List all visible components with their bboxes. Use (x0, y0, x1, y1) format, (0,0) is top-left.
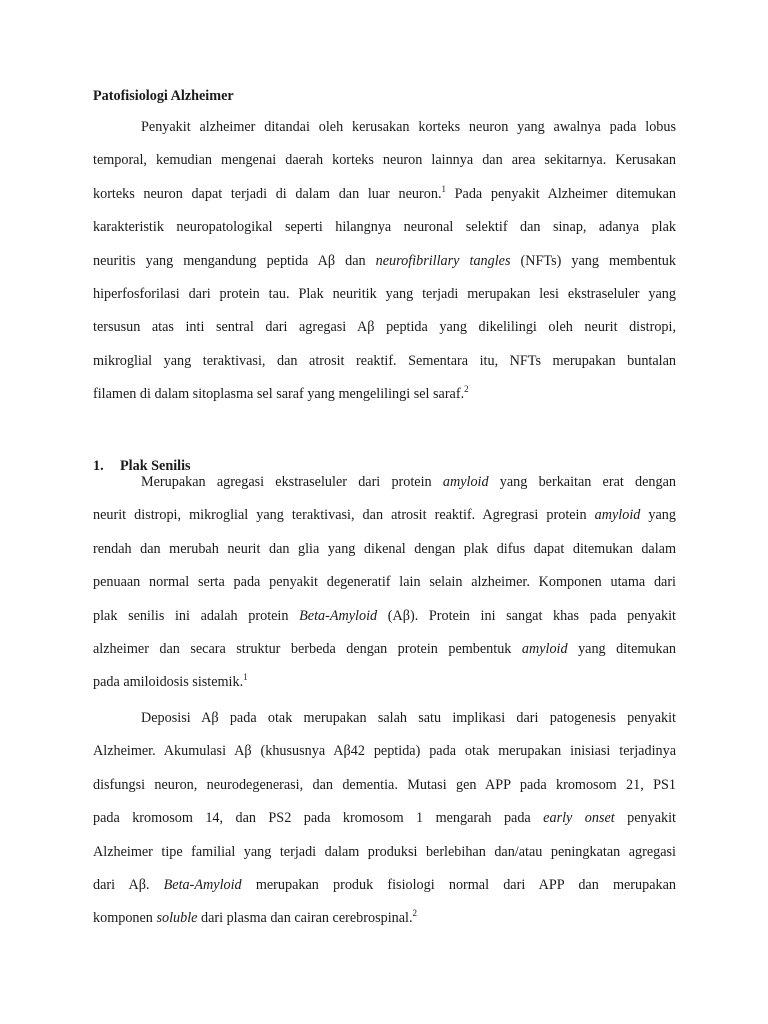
footnote-ref: 2 (464, 384, 469, 395)
paragraph-3-line-6: dari Aβ. Beta-Amyloid merupakan produk fisiologi normal dari APP dan merupakan (93, 876, 677, 893)
paragraph-1 (93, 117, 676, 404)
paragraph-3-line-7: komponen soluble dari plasma dan cairan cerebrospinal.$^2$ (93, 908, 418, 927)
paragraph-1-line-4: karakteristik neuropatologikal seperti hilangnya neuronal selektif dan sinap, adanya plak (93, 219, 676, 236)
paragraph-3-line-4: pada kromosom 14, dan PS2 pada kromosom 1 mengarah pada early onset penyakit (93, 810, 676, 827)
paragraph-1-line-1: Penyakit alzheimer ditandai oleh kerusakan korteks neuron yang awalnya pada lobus (141, 119, 676, 135)
paragraph-1-line-9: filamen di dalam sitoplasma sel saraf yang mengelilingi sel saraf.$^2$ (93, 384, 469, 403)
section-number: 1. (93, 458, 104, 474)
footnote-ref: 1 (243, 672, 248, 683)
paragraph-1-line-2: temporal, kemudian mengenai daerah korteks neuron lainnya dan area sekitarnya. Kerusakan (93, 152, 676, 169)
paragraph-2 (93, 472, 676, 692)
paragraph-1-line-7: tersusun atas inti sentral dari agregasi Aβ peptida yang dikelilingi oleh neurit distropi, (93, 319, 676, 336)
document-title: Patofisiologi Alzheimer (93, 88, 234, 104)
paragraph-2-line-3: rendah dan merubah neurit dan glia yang dikenal dengan plak difus dapat ditemukan dalam (93, 540, 676, 557)
paragraph-2-line-1: Merupakan agregasi ekstraseluler dari protein amyloid yang berkaitan erat dengan (141, 474, 677, 490)
paragraph-1-line-8: mikroglial yang teraktivasi, dan atrosit reaktif. Sementara itu, NFTs merupakan buntalan (93, 352, 676, 369)
paragraph-1-line-5: neuritis yang mengandung peptida Aβ dan neurofibrillary tangles (NFTs) yang membentuk (93, 252, 676, 269)
paragraph-2-line-6: alzheimer dan secara struktur berbeda dengan protein pembentuk amyloid yang ditemukan (93, 640, 677, 657)
paragraph-1-line-6: hiperfosforilasi dari protein tau. Plak neuritik yang terjadi merupakan lesi ekstraseluler yang (93, 285, 676, 302)
paragraph-3 (93, 708, 676, 928)
paragraph-3-line-3: disfungsi neuron, neurodegenerasi, dan dementia. Mutasi gen APP pada kromosom 21, PS1 (93, 776, 676, 793)
footnote-ref: 1 (441, 183, 446, 194)
paragraph-3-line-5: Alzheimer tipe familial yang terjadi dalam produksi berlebihan dan/atau peningkatan agregasi (93, 843, 676, 860)
footnote-ref: 2 (412, 908, 418, 919)
paragraph-2-line-5: plak senilis ini adalah protein Beta-Amyloid (Aβ). Protein ini sangat khas pada penyakit (93, 607, 676, 624)
paragraph-2-line-7: pada amiloidosis sistemik.$^1$ (93, 672, 248, 691)
paragraph-3-line-1: Deposisi Aβ pada otak merupakan salah satu implikasi dari patogenesis penyakit (141, 710, 676, 726)
paragraph-3-line-2: Alzheimer. Akumulasi Aβ (khususnya Aβ42 peptida) pada otak merupakan inisiasi terjadinya (93, 743, 676, 760)
paragraph-2-line-2: neurit distropi, mikroglial yang teraktivasi, dan atrosit reaktif. Agregrasi protein amyloid yang (93, 507, 676, 524)
section-title: Plak Senilis (120, 458, 191, 474)
paragraph-1-line-3: korteks neuron dapat terjadi di dalam dan luar neuron.$^1$ Pada penyakit Alzheimer ditemukan (93, 183, 676, 202)
paragraph-2-line-4: penuaan normal serta pada penyakit degeneratif lain selain alzheimer. Komponen utama dari (93, 574, 676, 591)
